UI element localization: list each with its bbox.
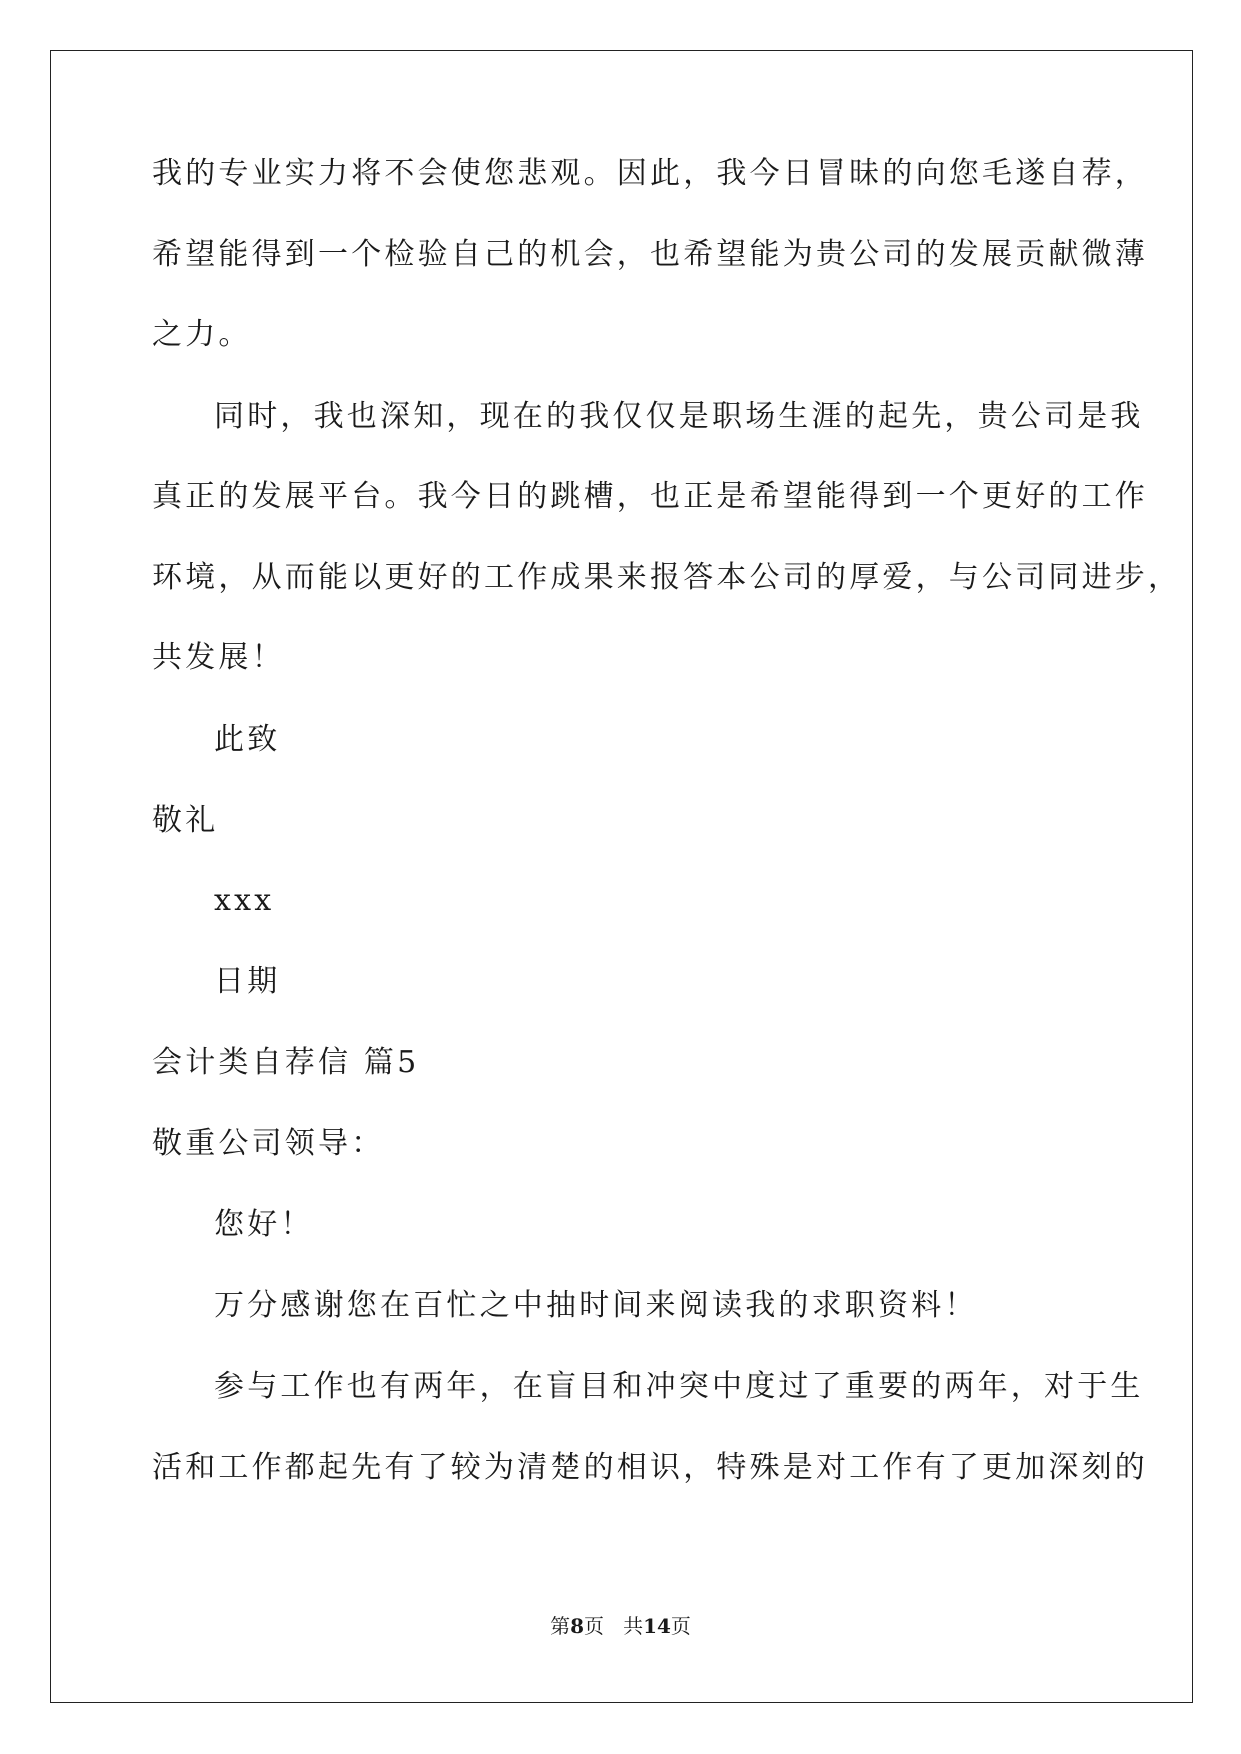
text-line-15: 万分感谢您在百忙之中抽时间来阅读我的求职资料！	[214, 1288, 978, 1323]
signature-date: 日期	[214, 964, 281, 999]
footer-total-pages: 14	[643, 1614, 671, 1638]
footer-total-suffix: 页	[670, 1614, 691, 1638]
text-line-6: 环境，从而能以更好的工作成果来报答本公司的厚爱，与公司同进步，	[152, 560, 1182, 595]
section-heading: 会计类自荐信 篇5	[152, 1045, 420, 1080]
text-line-4: 同时，我也深知，现在的我仅仅是职场生涯的起先，贵公司是我	[214, 399, 1144, 434]
footer-page-word: 页	[584, 1614, 604, 1638]
closing-regards: 敬礼	[152, 803, 219, 838]
footer-current-page: 8	[570, 1614, 584, 1638]
text-line-3: 之力。	[152, 317, 252, 352]
text-line-5: 真正的发展平台。我今日的跳槽，也正是希望能得到一个更好的工作	[152, 479, 1148, 514]
page-footer	[0, 1613, 1241, 1639]
signature-name: xxx	[214, 883, 275, 918]
footer-total-prefix: 共	[623, 1614, 644, 1638]
footer-prefix: 第	[550, 1614, 571, 1638]
closing-salutation: 此致	[214, 722, 281, 757]
text-line-2: 希望能得到一个检验自己的机会，也希望能为贵公司的发展贡献微薄	[152, 237, 1148, 272]
text-line-1: 我的专业实力将不会使您悲观。因此，我今日冒昧的向您毛遂自荐，	[152, 156, 1148, 191]
text-line-16: 参与工作也有两年，在盲目和冲突中度过了重要的两年，对于生	[214, 1369, 1144, 1404]
letter-greeting: 敬重公司领导：	[152, 1126, 385, 1161]
text-line-17: 活和工作都起先有了较为清楚的相识，特殊是对工作有了更加深刻的	[152, 1450, 1148, 1485]
text-line-7: 共发展！	[152, 640, 285, 675]
greeting-hello: 您好！	[214, 1207, 314, 1242]
